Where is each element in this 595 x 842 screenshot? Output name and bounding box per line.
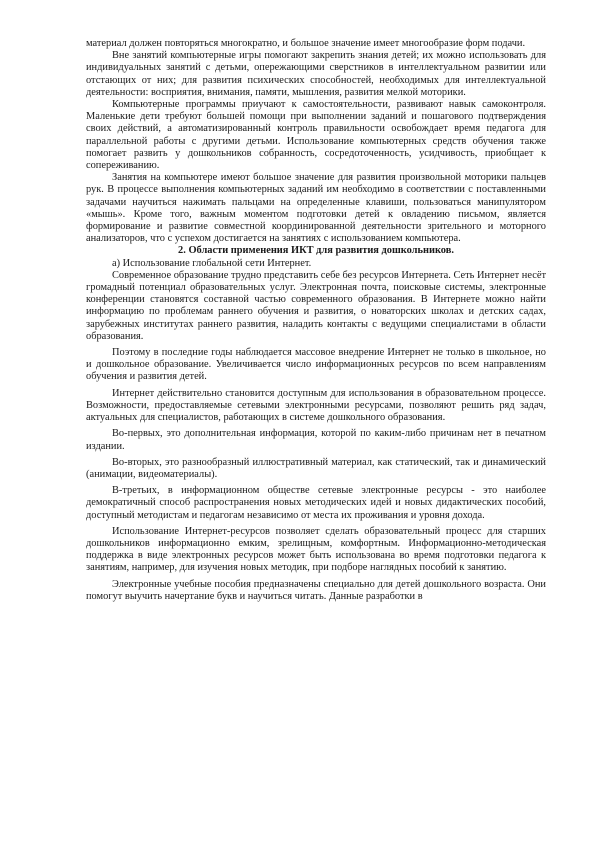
paragraph: Вне занятий компьютерные игры помогают закрепить знания детей; их можно использовать для индивидуальных занятий с детьми, опережающими сверстников в интеллектуальном развитии или отстающих от них; для развития психических способностей, необходимых для интеллектуальной деятельности: восприятия, внимания, памяти, мышления, развития мелкой моторики. — [86, 50, 546, 98]
paragraph: Компьютерные программы приучают к самостоятельности, развивают навык самоконтроля. Маленькие дети требуют большей помощи при выполнении заданий и пошагового подтверждения своих действий, а автоматизированный контроль правильности освобождает время педагога для параллельной работы с другими детьми. Использование компьютерных средств обучения также помогает развить у дошкольников собранность, сосредоточенность, усидчивость, приобщает к сопереживанию. — [86, 99, 546, 172]
section-heading: 2. Области применения ИКТ для развития дошкольников. — [178, 245, 454, 257]
paragraph: материал должен повторяться многократно, и большое значение имеет многообразие форм подачи. — [86, 38, 526, 49]
subsection-label: а) Использование глобальной сети Интернет. — [112, 257, 312, 269]
paragraph: Занятия на компьютере имеют большое значение для развития произвольной моторики пальцев рук. В процессе выполнения компьютерных заданий им необходимо в соответствии с поставленными задачами научиться нажимать пальцами на определенные клавиши, пользоваться манипулятором «мышь». Кроме того, важным моментом подготовки детей к овладению письмом, является формирование и развитие совместной координированной деятельности зрительного и моторного анализаторов, что с успехом достигается на занятиях с использованием компьютера. — [86, 172, 546, 245]
paragraph: Интернет действительно становится доступным для использования в образовательном процессе. Возможности, предоставляемые сетевыми электронными ресурсами, позволяют решить ряд задач, актуальных для специалистов, работающих в системе дошкольного образования. — [86, 387, 546, 424]
paragraph: В-третьих, в информационном обществе сетевые электронные ресурсы - это наиболее демократичный способ распространения новых методических идей и новых дидактических пособий, доступный методистам и педагогам независимо от места их проживания и уровня дохода. — [86, 485, 546, 521]
paragraph: Во-первых, это дополнительная информация, которой по каким-либо причинам нет в печатном издании. — [86, 428, 546, 452]
paragraph: Поэтому в последние годы наблюдается массовое внедрение Интернет не только в школьное, но и дошкольное образование. Увеличивается число информационных ресурсов по всем направлениям обучения и развития детей. — [86, 347, 546, 383]
paragraph: Использование Интернет-ресурсов позволяет сделать образовательный процесс для старших дошкольников информационно емким, зрелищным, комфортным. Информационно-методическая поддержка в виде электронных ресурсов может быть использована во время подготовки педагога к занятиям, например, для изучения новых методик, при подборе наглядных пособий к занятию. — [86, 525, 546, 574]
document-page — [86, 38, 546, 603]
paragraph: Во-вторых, это разнообразный иллюстративный материал, как статический, так и динамический (анимации, видеоматериалы). — [86, 456, 546, 480]
paragraph: Современное образование трудно представить себе без ресурсов Интернета. Сеть Интернет несёт громадный потенциал образовательных услуг. Электронная почта, поисковые системы, электронные конференции становятся составной частью современного образования. В Интернете можно найти информацию по проблемам раннего обучения и развития, о новаторских школах и детских садах, зарубежных институтах раннего развития, наладить контакты с ведущими специалистами в области образования. — [86, 269, 546, 342]
paragraph: Электронные учебные пособия предназначены специально для детей дошкольного возраста. Они помогут выучить начертание букв и научиться читать. Данные разработки в — [86, 578, 546, 602]
